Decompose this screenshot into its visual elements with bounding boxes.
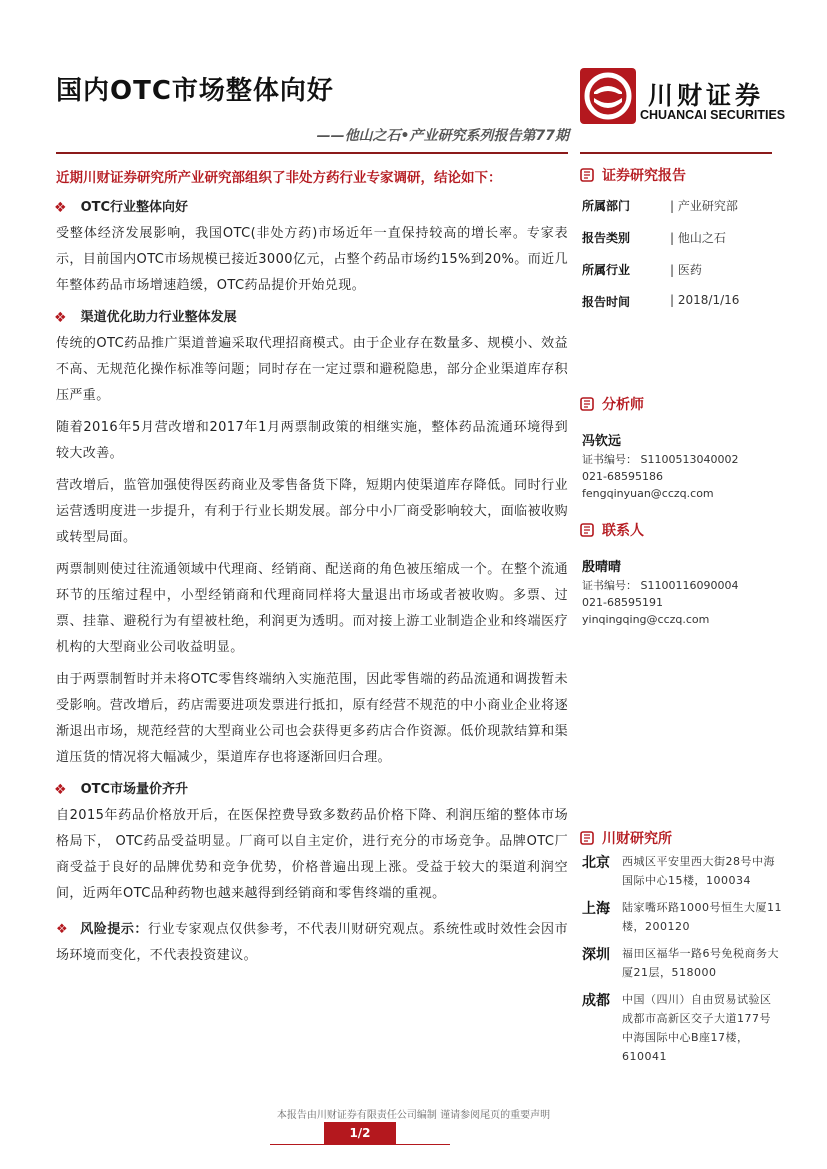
contact-card xyxy=(582,556,738,628)
report-info-title: 证券研究报告 xyxy=(580,165,686,185)
book-icon xyxy=(580,168,594,182)
office-shanghai: 上海 陆家嘴环路1000号恒生大厦11楼，200120 xyxy=(582,901,782,933)
intro-line: 近期川财证券研究所产业研究部组织了非处方药行业专家调研，结论如下： xyxy=(56,170,502,186)
paragraph: 自2015年药品价格放开后，在医保控费导致多数药品价格下降、利润压缩的整体市场格局下， OTC药品受益明显。厂商可以自主定价，进行充分的市场竞争。品牌OTC厂商受益于良好的品牌优势和竞争优势，价格普遍出现上涨。受益于较大的渠道利润空间，近两年OTC品种药物也越来越得到经销商和零售终端的重视。 xyxy=(56,808,568,901)
paragraph: 两票制则使过往流通领域中代理商、经销商、配送商的角色被压缩成一个。在整个流通环节的压缩过程中，小型经销商和代理商同样将大量退出市场或者被收购。多票、过票、挂靠、避税行为有望被杜绝，利润更为透明。而对接上游工业制造企业和终端医疗机构的大型商业公司收益明显。 xyxy=(56,562,568,655)
analyst-card xyxy=(582,430,738,502)
office-beijing: 北京 西城区平安里西大街28号中海国际中心15楼，100034 xyxy=(582,855,775,887)
report-meta xyxy=(582,197,739,309)
main-content xyxy=(56,195,568,969)
series-subtitle: ——他山之石•产业研究系列报告第77期 xyxy=(316,128,569,144)
book-icon xyxy=(580,523,594,537)
brand-name-cn: 川财证券 xyxy=(648,81,765,110)
book-icon xyxy=(580,397,594,411)
diamond-bullet-icon: ❖ xyxy=(56,922,69,937)
analyst-title: 分析师 xyxy=(580,394,644,414)
risk-text: 行业专家观点仅供参考，不代表川财研究观点。系统性或时效性会因市场环境而变化，不代表投资建议。 xyxy=(56,922,568,963)
paragraph: 随着2016年5月营改增和2017年1月两票制政策的相继实施，整体药品流通环境得到较大改善。 xyxy=(56,420,568,461)
analyst-email: fengqinyuan@cczq.com xyxy=(582,487,714,500)
analyst-name: 冯钦远 xyxy=(582,434,622,449)
analyst-phone: 021-68595186 xyxy=(582,470,663,483)
office-chengdu: 成都 中国（四川）自由贸易试验区成都市高新区交子大道177号中海国际中心B座17楼，610041 xyxy=(582,993,772,1063)
header-divider xyxy=(56,152,568,154)
page-title: 国内OTC市场整体向好 xyxy=(56,76,334,106)
section-heading: ❖ OTC行业整体向好 xyxy=(56,195,568,221)
paragraph: 传统的OTC药品推广渠道普遍采取代理招商模式。由于企业存在数量多、规模小、效益不高、无规范化操作标准等问题；同时存在一定过票和避税隐患，部分企业渠道库存积压严重。 xyxy=(56,336,568,403)
office-shenzhen: 深圳 福田区福华一路6号免税商务大厦21层，518000 xyxy=(582,947,779,979)
paragraph: 营改增后，监管加强使得医药商业及零售备货下降，短期内使渠道库存降低。同时行业运营透明度进一步提升，有利于行业长期发展。部分中小厂商受影响较大，面临被收购或转型局面。 xyxy=(56,478,568,545)
contact-phone: 021-68595191 xyxy=(582,596,663,609)
footer-divider xyxy=(270,1144,450,1145)
risk-label: 风险提示： xyxy=(80,922,148,937)
diamond-bullet-icon: ❖ xyxy=(54,310,67,326)
brand-logo-icon xyxy=(580,68,636,124)
contact-title: 联系人 xyxy=(580,520,644,540)
meta-row-department: 所属部门 | 产业研究部 xyxy=(582,199,738,213)
diamond-bullet-icon: ❖ xyxy=(54,782,67,798)
page-number: 1/2 xyxy=(324,1122,396,1144)
section-heading: ❖ OTC市场量价齐升 xyxy=(56,777,568,803)
risk-notice xyxy=(56,917,568,969)
footer-note: 本报告由川财证券有限责任公司编制 谨请参阅尾页的重要声明 xyxy=(276,1110,551,1121)
meta-row-industry: 所属行业 | 医药 xyxy=(582,263,702,277)
analyst-cert: 证书编号： S1100513040002 xyxy=(582,453,739,466)
diamond-bullet-icon: ❖ xyxy=(54,200,67,216)
meta-row-date: 报告时间 | 2018/1/16 xyxy=(582,293,740,309)
section-heading: ❖ 渠道优化助力行业整体发展 xyxy=(56,305,568,331)
meta-row-category: 报告类别 | 他山之石 xyxy=(582,231,726,245)
institute-title: 川财研究所 xyxy=(580,828,672,848)
paragraph: 受整体经济发展影响，我国OTC(非处方药)市场近年一直保持较高的增长率。专家表示，目前国内OTC市场规模已接近3000亿元，占整个药品市场约15%到20%。而近几年整体药品市场增速趋缓，OTC药品提价开始兑现。 xyxy=(56,226,568,293)
book-icon xyxy=(580,831,594,845)
contact-email: yinqingqing@cczq.com xyxy=(582,613,710,626)
contact-cert: 证书编号： S1100116090004 xyxy=(582,579,739,592)
paragraph: 由于两票制暂时并未将OTC零售终端纳入实施范围，因此零售端的药品流通和调拨暂未受影响。营改增后，药店需要进项发票进行抵扣，原有经营不规范的中小商业企业将逐渐退出市场，规范经营的大型商业公司也会获得更多药店合作资源。低价现款结算和渠道压货的情况将大幅减少，渠道库存也将逐渐回归合理。 xyxy=(56,672,568,765)
office-list xyxy=(582,852,782,1066)
contact-name: 殷晴晴 xyxy=(582,560,622,575)
sidebar-divider xyxy=(580,152,772,154)
brand-name-en: CHUANCAI SECURITIES xyxy=(640,108,786,122)
